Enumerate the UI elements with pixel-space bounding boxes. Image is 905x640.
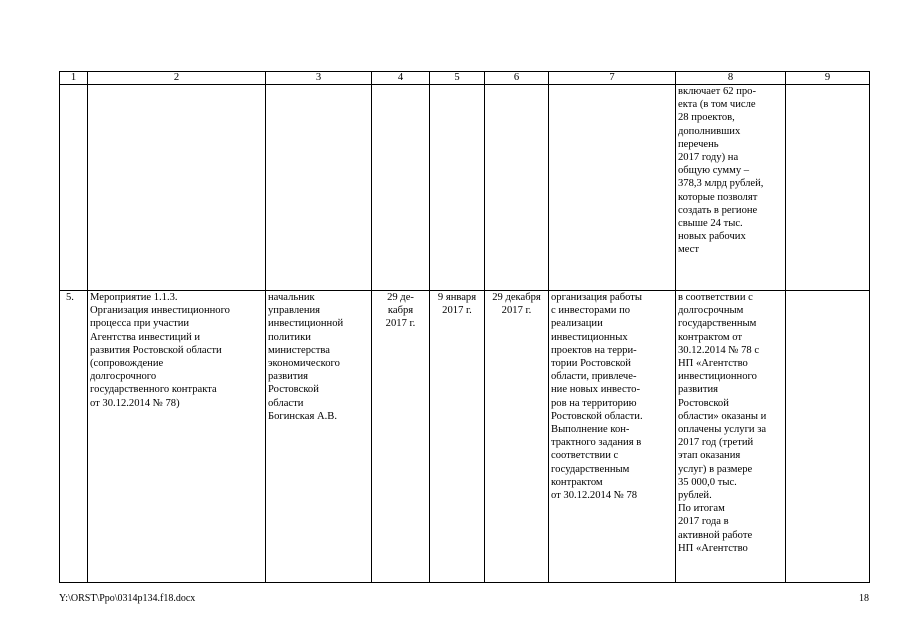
cell-plan-date: 29 де- кабря 2017 г.: [372, 291, 430, 583]
header-cell: 5: [430, 72, 485, 85]
cell-event: Мероприятие 1.1.3. Организация инвестиционного процесса при участии Агентства инвестиций и развития Ростовской области (сопровождение долгосрочного государственного контракта от 30.12.2014 № 78): [88, 291, 266, 583]
cell-result-actual: в соответствии с долгосрочным государственным контрактом от 30.12.2014 № 78 с НП «Агентство инвестиционного развития Ростовской области» оказаны и оплачены услуги за 2017 год (третий этап оказания услуг) в размере 35 000,0 тыс. рублей. По итогам 2017 года в активной работе НП «Агентство: [676, 291, 786, 583]
header-row: [60, 72, 870, 85]
header-cell: 4: [372, 72, 430, 85]
page-number: 18: [859, 593, 869, 604]
cell-start-date: [430, 85, 485, 291]
cell-end-date: [485, 85, 549, 291]
cell-plan-date: [372, 85, 430, 291]
footer-file-path: Y:\ORST\Ppo\0314p134.f18.docx: [59, 593, 196, 604]
header-cell: 9: [786, 72, 870, 85]
cell-responsible: начальник управления инвестиционной политики министерства экономического развития Ростовской области Богинская А.В.: [266, 291, 372, 583]
cell-notes: [786, 85, 870, 291]
cell-responsible: [266, 85, 372, 291]
table-row: [60, 291, 870, 583]
table-row: [60, 85, 870, 291]
header-cell: 7: [549, 72, 676, 85]
header-cell: 6: [485, 72, 549, 85]
cell-number: [60, 85, 88, 291]
cell-number: 5.: [60, 291, 88, 583]
cell-result-planned: [549, 85, 676, 291]
header-cell: 3: [266, 72, 372, 85]
header-cell: 1: [60, 72, 88, 85]
header-cell: 8: [676, 72, 786, 85]
cell-notes: [786, 291, 870, 583]
cell-end-date: 29 декабря 2017 г.: [485, 291, 549, 583]
header-cell: 2: [88, 72, 266, 85]
cell-result-planned: организация работы с инвесторами по реализации инвестиционных проектов на терри- тории Ростовской области, привлече- ние новых инвесто- ров на территорию Ростовской области. Выполнение кон- трактного задания в соответствии с государственным контрактом от 30.12.2014 № 78: [549, 291, 676, 583]
cell-result-actual: включает 62 про- екта (в том числе 28 проектов, дополнивших перечень 2017 году) на общую сумму – 378,3 млрд рублей, которые позволят создать в регионе свыше 24 тыс. новых рабочих мест: [676, 85, 786, 291]
cell-start-date: 9 января 2017 г.: [430, 291, 485, 583]
cell-event: [88, 85, 266, 291]
report-table: [59, 71, 870, 583]
